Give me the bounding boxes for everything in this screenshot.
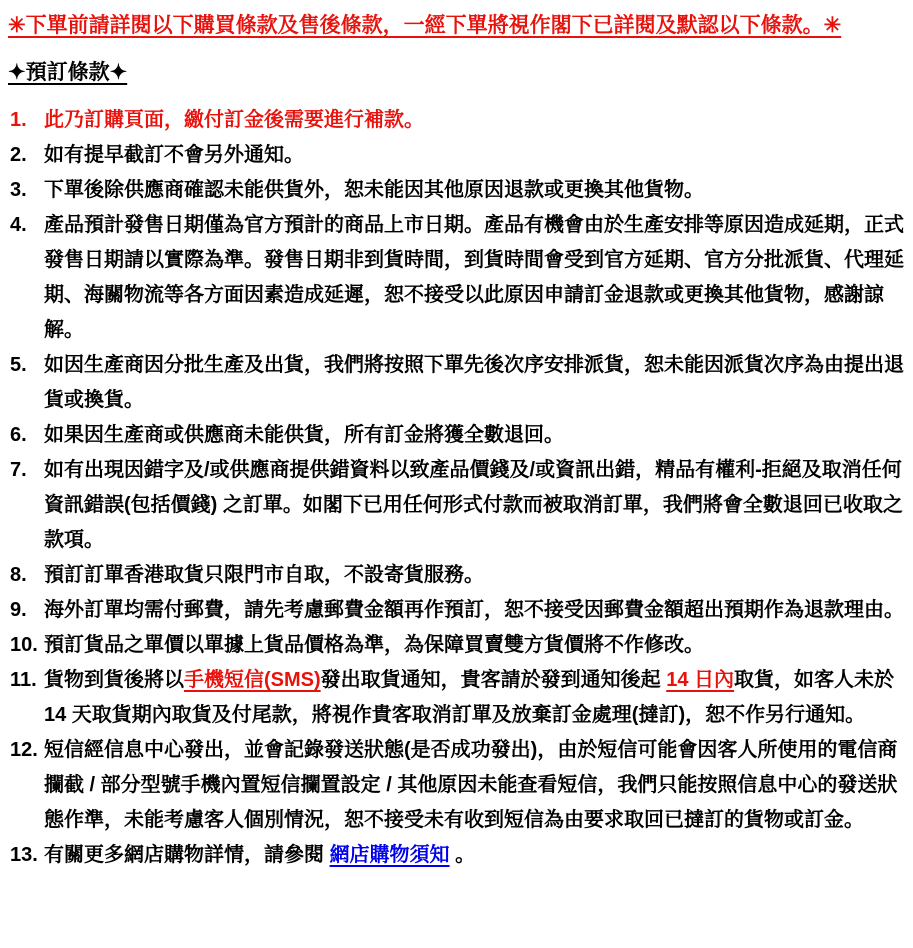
notice-title: ✳下單前請詳閱以下購買條款及售後條款，一經下單將視作閣下已詳閱及默認以下條款。✳ <box>8 14 842 37</box>
term-item-11 <box>8 663 905 733</box>
term-number: 9. <box>10 599 27 621</box>
term-item-7 <box>8 453 905 558</box>
term-item-10 <box>8 628 905 663</box>
term-item-4 <box>8 208 905 348</box>
term-number: 3. <box>10 179 27 201</box>
term-number: 4. <box>10 214 27 236</box>
term-item-6 <box>8 418 905 453</box>
term-item-5 <box>8 348 905 418</box>
term-item-2 <box>8 138 905 173</box>
term-text: 如果因生產商或供應商未能供貨，所有訂金將獲全數退回。 <box>44 424 564 446</box>
term-text: 如有提早截訂不會另外通知。 <box>44 144 304 166</box>
term-text <box>44 838 905 873</box>
term-text-segment: 發出取貨通知，貴客請於發到通知後起 <box>320 669 667 691</box>
term-text-segment: 取貨，如客人未於 14 天取貨期內取貨及付尾款，將視作貴客取消訂單及放棄訂金處理(撻訂)，恕不作另行通知。 <box>44 669 895 726</box>
term-text: 海外訂單均需付郵費，請先考慮郵費金額再作預訂，恕不接受因郵費金額超出預期作為退款理由。 <box>44 599 904 621</box>
term-number: 7. <box>10 459 27 481</box>
term-text-segment: 。 <box>449 844 476 866</box>
term-item-9 <box>8 593 905 628</box>
term-text: 預訂貨品之單價以單據上貨品價格為準，為保障買賣雙方貨價將不作修改。 <box>44 634 704 656</box>
term-number: 2. <box>10 144 27 166</box>
term-number: 13. <box>10 844 38 866</box>
pickup-deadline-highlight: 14 日內 <box>666 669 735 691</box>
term-text: 短信經信息中心發出，並會記錄發送狀態(是否成功發出)，由於短信可能會因客人所使用的電信商攔截 / 部分型號手機內置短信攔置設定 / 其他原因未能查看短信，我們只能按照信息中心的發送狀態作準，未能考慮客人個別情況，恕不接受未有收到短信為由要求取回已撻訂的貨物或訂金。 <box>44 739 898 831</box>
term-number: 10. <box>10 634 38 656</box>
term-number: 1. <box>10 109 27 131</box>
terms-list <box>8 103 905 873</box>
term-number: 11. <box>10 669 37 691</box>
term-number: 8. <box>10 564 27 586</box>
term-item-1 <box>8 103 905 138</box>
term-text: 如有出現因錯字及/或供應商提供錯資料以致產品價錢及/或資訊出錯，精品有權利-拒絕及取消任何資訊錯誤(包括價錢) 之訂單。如閣下已用任何形式付款而被取消訂單，我們將會全數退回已收取之款項。 <box>44 459 903 551</box>
term-item-8 <box>8 558 905 593</box>
term-text-segment: 有關更多網店購物詳情，請參閱 <box>44 844 330 866</box>
term-text: 下單後除供應商確認未能供貨外，恕未能因其他原因退款或更換其他貨物。 <box>44 179 704 201</box>
term-number: 5. <box>10 354 27 376</box>
term-number: 12. <box>10 739 38 761</box>
term-item-13 <box>8 838 905 873</box>
sms-notice-highlight: 手機短信(SMS) <box>184 669 321 691</box>
term-item-12 <box>8 733 905 838</box>
shop-notice-link[interactable]: 網店購物須知 <box>329 844 450 866</box>
term-text-segment: 貨物到貨後將以 <box>44 669 184 691</box>
term-text: 此乃訂購頁面，繳付訂金後需要進行補款。 <box>44 109 424 131</box>
term-text <box>44 663 905 733</box>
term-text: 預訂訂單香港取貨只限門市自取，不設寄貨服務。 <box>44 564 484 586</box>
term-number: 6. <box>10 424 27 446</box>
term-text: 產品預計發售日期僅為官方預計的商品上市日期。產品有機會由於生產安排等原因造成延期，正式發售日期請以實際為準。發售日期非到貨時間，到貨時間會受到官方延期、官方分批派貨、代理延期、海關物流等各方面因素造成延遲，恕不接受以此原因申請訂金退款或更換其他貨物，感謝諒解。 <box>44 214 904 341</box>
term-item-3 <box>8 173 905 208</box>
preorder-terms-heading: ✦預訂條款✦ <box>8 61 128 84</box>
term-text: 如因生產商因分批生產及出貨，我們將按照下單先後次序安排派貨，恕未能因派貨次序為由提出退貨或換貨。 <box>44 354 904 411</box>
